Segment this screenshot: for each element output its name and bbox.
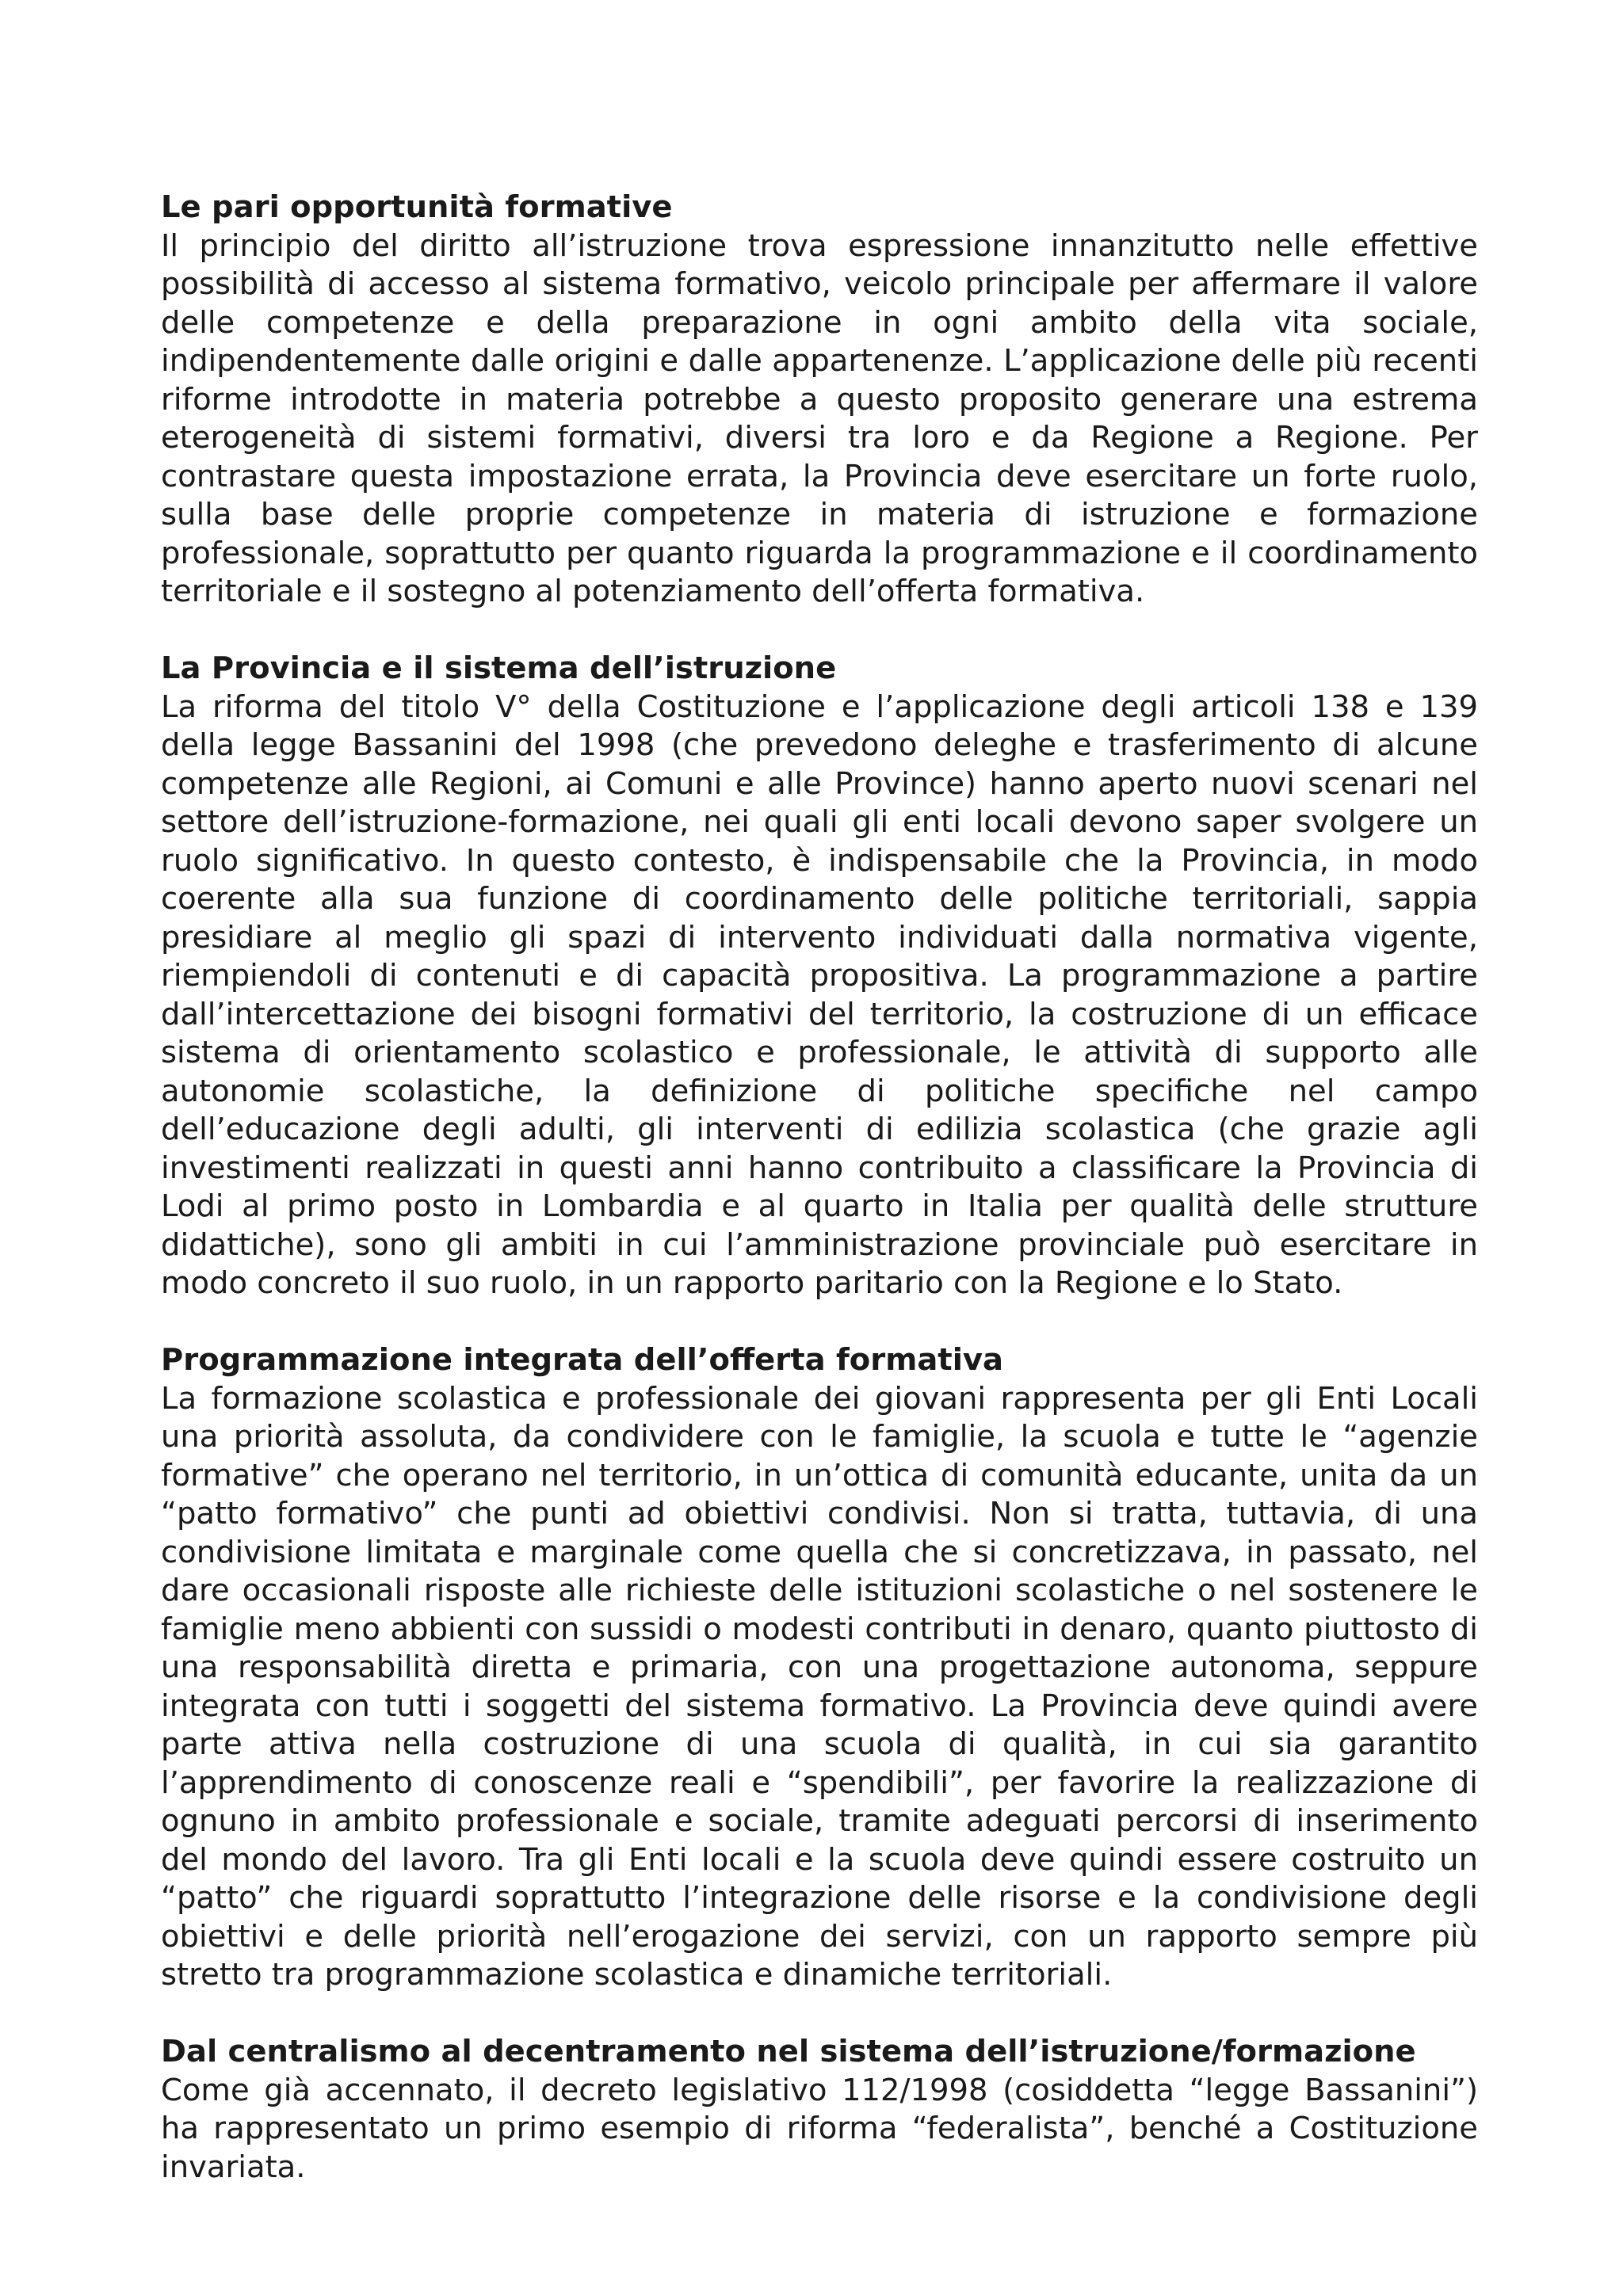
section-paragraph: Il principio del diritto all’istruzione trova espressione innanzitutto nelle effettive possibilità di accesso al sistema formativo, veicolo principale per affermare il valore delle competenze e della preparazione in ogni ambito della vita sociale, indipendentemente dalle origini e dalle appartenenze. L’applicazione delle più recenti riforme introdotte in materia potrebbe a questo proposito generare una estrema eterogeneità di sistemi formativi, diversi tra loro e da Regione a Regione. Per contrastare questa impostazione errata, la Provincia deve esercitare un forte ruolo, sulla base delle proprie competenze in materia di istruzione e formazione professionale, soprattutto per quanto riguarda la programmazione e il coordinamento territoriale e il sostegno al potenziamento dell’offerta formativa. — [161, 227, 1478, 609]
section-heading: Programmazione integrata dell’offerta formativa — [161, 1342, 1003, 1378]
section-paragraph: Come già accennato, il decreto legislativo 112/1998 (cosiddetta “legge Bassanini”) ha rappresentato un primo esempio di riforma “federalista”, benché a Costituzione invariata. — [161, 2072, 1478, 2185]
section-heading: Dal centralismo al decentramento nel sistema dell’istruzione/formazione — [161, 2034, 1416, 2069]
section-paragraph: La riforma del titolo V° della Costituzione e l’applicazione degli articoli 138 e 139 della legge Bassanini del 1998 (che prevedono deleghe e trasferimento di alcune competenze alle Regioni, ai Comuni e alle Province) hanno aperto nuovi scenari nel settore dell’istruzione-formazione, nei quali gli enti locali devono saper svolgere un ruolo significativo. In questo contesto, è indispensabile che la Provincia, in modo coerente alla sua funzione di coordinamento delle politiche territoriali, sappia presidiare al meglio gli spazi di intervento individuati dalla normativa vigente, riempiendoli di contenuti e di capacità propositiva. La programmazione a partire dall’intercettazione dei bisogni formativi del territorio, la costruzione di un efficace sistema di orientamento scolastico e professionale, le attività di supporto alle autonomie scolastiche, la definizione di politiche specifiche nel campo dell’educazione degli adulti, gli interventi di edilizia scolastica (che grazie agli investimenti realizzati in questi anni hanno contribuito a classificare la Provincia di Lodi al primo posto in Lombardia e al quarto in Italia per qualità delle strutture didattiche), sono gli ambiti in cui l’amministrazione provinciale può esercitare in modo concreto il suo ruolo, in un rapporto paritario con la Regione e lo Stato. — [161, 688, 1478, 1301]
section-centralismo-decentramento — [161, 2033, 1478, 2187]
document-page — [161, 189, 1478, 2225]
section-provincia-istruzione — [161, 650, 1478, 1303]
section-heading: La Provincia e il sistema dell’istruzione — [161, 650, 837, 686]
section-pari-opportunita — [161, 189, 1478, 612]
section-heading: Le pari opportunità formative — [161, 189, 673, 225]
section-paragraph: La formazione scolastica e professionale dei giovani rappresenta per gli Enti Locali una priorità assoluta, da condividere con le famiglie, la scuola e tutte le “agenzie formative” che operano nel territorio, in un’ottica di comunità educante, unita da un “patto formativo” che punti ad obiettivi condivisi. Non si tratta, tuttavia, di una condivisione limitata e marginale come quella che si concretizzava, in passato, nel dare occasionali risposte alle richieste delle istituzioni scolastiche o nel sostenere le famiglie meno abbienti con sussidi o modesti contributi in denaro, quanto piuttosto di una responsabilità diretta e primaria, con una progettazione autonoma, seppure integrata con tutti i soggetti del sistema formativo. La Provincia deve quindi avere parte attiva nella costruzione di una scuola di qualità, in cui sia garantito l’apprendimento di conoscenze reali e “spendibili”, per favorire la realizzazione di ognuno in ambito professionale e sociale, tramite adeguati percorsi di inserimento del mondo del lavoro. Tra gli Enti locali e la scuola deve quindi essere costruito un “patto” che riguardi soprattutto l’integrazione delle risorse e la condivisione degli obiettivi e delle priorità nell’erogazione dei servizi, con un rapporto sempre più stretto tra programmazione scolastica e dinamiche territoriali. — [161, 1380, 1478, 1993]
section-programmazione-integrata — [161, 1341, 1478, 1995]
